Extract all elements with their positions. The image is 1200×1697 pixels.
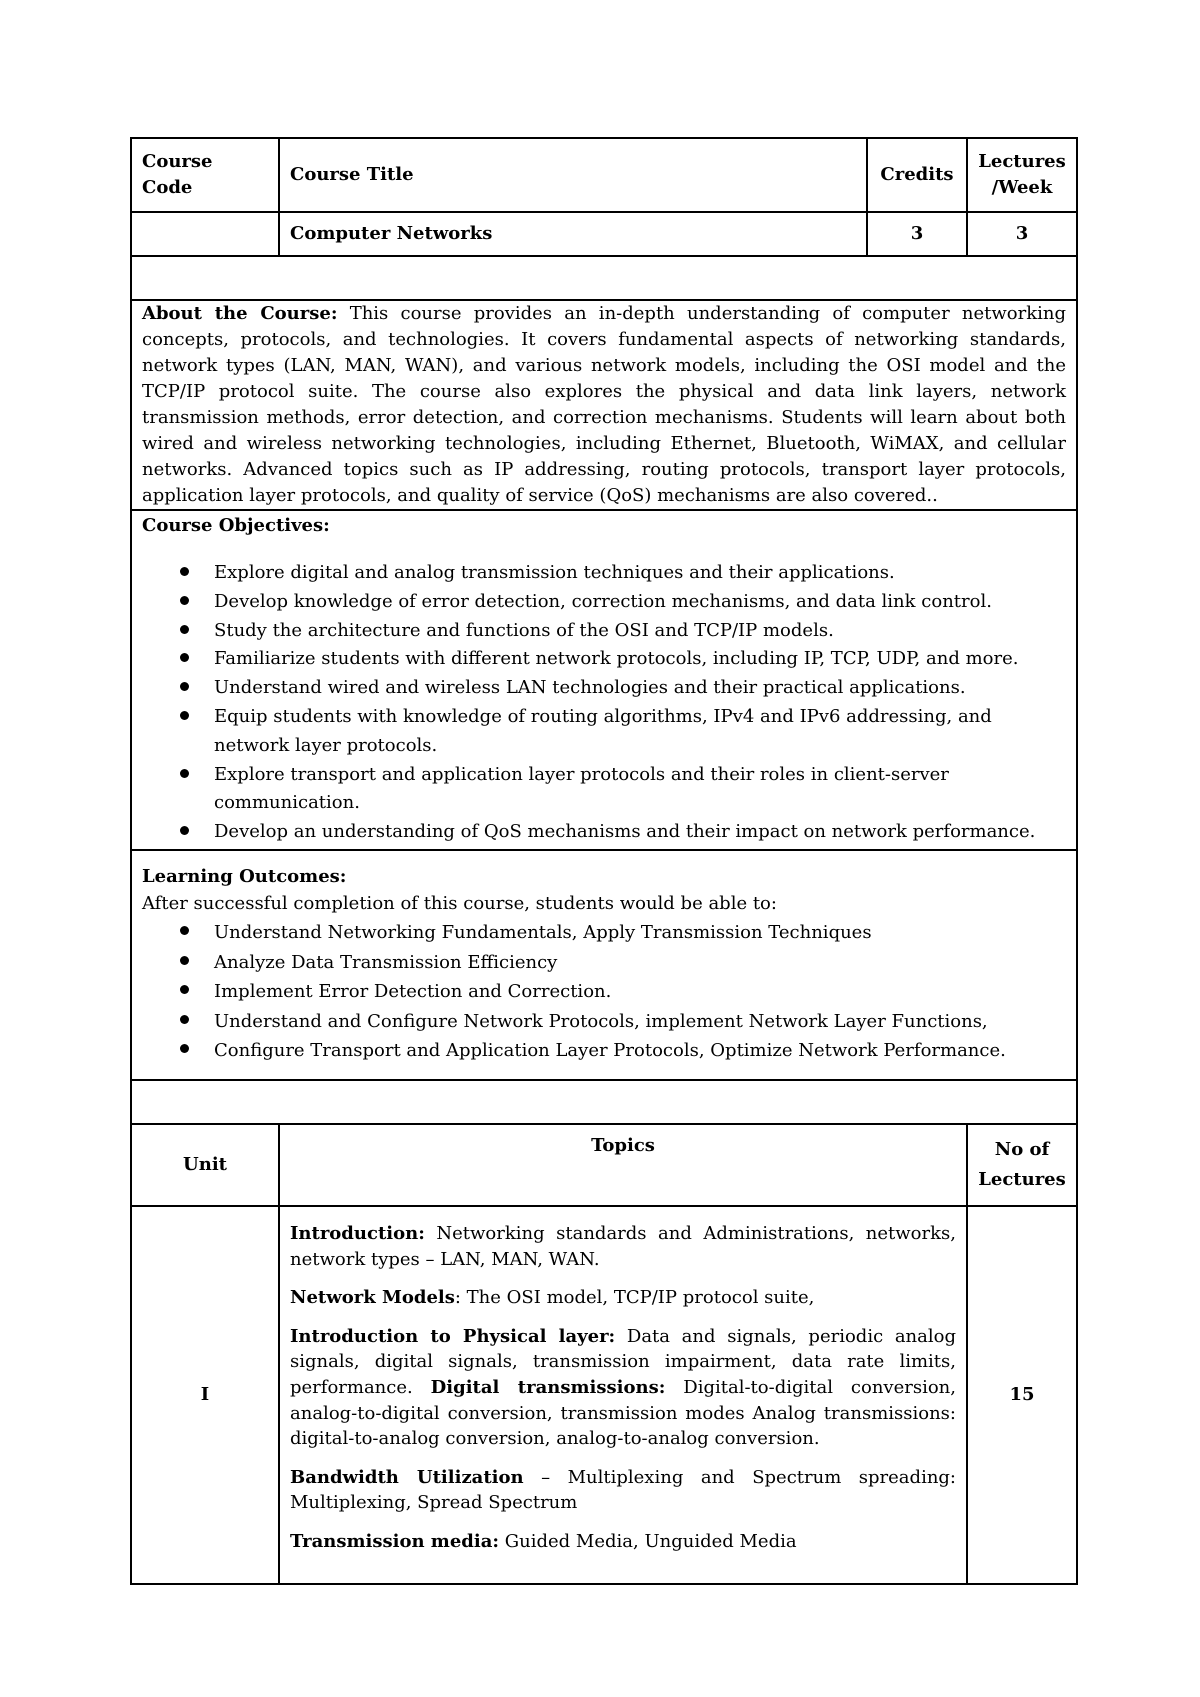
objectives-cell [131, 510, 1077, 850]
unit-lectures: 15 [967, 1206, 1077, 1584]
spacer-cell [131, 256, 1077, 300]
objective-text: Study the architecture and functions of the OSI and TCP/IP models. [214, 619, 834, 641]
header-course-code: Course Code [131, 138, 279, 212]
bullet-icon [180, 1044, 189, 1053]
outcome-text: Understand and Configure Network Protocols, implement Network Layer Functions, [214, 1010, 988, 1032]
header-lectures-week [967, 138, 1077, 212]
list-item [180, 948, 1066, 978]
lectures-header-line2: Lectures [978, 1169, 1066, 1190]
topic-paragraph [290, 1285, 956, 1311]
lectures-header-line1: No of [994, 1139, 1050, 1160]
topic-text: Guided Media, Unguided Media [499, 1530, 797, 1552]
list-item [180, 588, 1066, 617]
list-item [180, 977, 1066, 1007]
bullet-icon [180, 826, 189, 835]
bullet-icon [180, 985, 189, 994]
bullet-icon [180, 711, 189, 720]
header-row [131, 138, 1077, 212]
objectives-list [142, 559, 1066, 847]
list-item [180, 818, 1066, 847]
course-credits-value: 3 [867, 212, 967, 256]
course-table [130, 137, 1078, 1125]
outcome-text: Understand Networking Fundamentals, Apply Transmission Techniques [214, 922, 872, 944]
topic-label: Digital transmissions: [430, 1376, 666, 1398]
header-lectures-line2: /Week [991, 177, 1053, 198]
topic-text: Digital-to-digital conversion, analog-to-digital conversion, transmission modes Analog transmissions: digital-to-analog conversion, analog-to-analog conversion. [290, 1376, 956, 1450]
topic-text: – Multiplexing and Spectrum spreading: Multiplexing, Spread Spectrum [290, 1466, 956, 1514]
units-header-row [131, 1124, 1077, 1206]
spacer-row [131, 256, 1077, 300]
topic-label: Introduction to Physical layer: [290, 1325, 616, 1347]
list-item [180, 1007, 1066, 1037]
units-table [130, 1123, 1078, 1585]
unit-topics [279, 1206, 967, 1584]
topic-label: Introduction: [290, 1223, 425, 1244]
topic-text: Data and signals, periodic analog signals, digital signals, transmission impairment, data rate limits, performance. [290, 1325, 956, 1398]
outcomes-list [142, 918, 1066, 1066]
course-lectures-value: 3 [967, 212, 1077, 256]
objective-text: Familiarize students with different network protocols, including IP, TCP, UDP, and more. [214, 648, 1019, 670]
list-item [180, 559, 1066, 588]
bullet-icon [180, 625, 189, 634]
outcomes-intro: After successful completion of this course, students would be able to: [142, 893, 777, 915]
topic-paragraph [290, 1465, 956, 1516]
topic-text: Networking standards and Administrations, networks, network types – LAN, MAN, WAN. [290, 1223, 956, 1270]
objective-text: Develop knowledge of error detection, correction mechanisms, and data link control. [214, 590, 992, 612]
course-code-value [131, 212, 279, 256]
unit-header: Unit [131, 1124, 279, 1206]
bullet-icon [180, 653, 189, 662]
bullet-icon [180, 926, 189, 935]
spacer-row [131, 1080, 1077, 1124]
topic-label: Network Models [290, 1287, 455, 1309]
about-text: This course provides an in-depth understanding of computer networking concepts, protocols, and technologies. It covers fundamental aspects of networking standards, network types (LAN, MAN, WAN), and various network models, including the OSI model and the TCP/IP protocol suite. The course also explores the physical and data link layers, network transmission methods, error detection, and correction mechanisms. Students will learn about both wired and wireless networking technologies, including Ethernet, Bluetooth, WiMAX, and cellular networks. Advanced topics such as IP addressing, routing protocols, transport layer protocols, application layer protocols, and quality of service (QoS) mechanisms are also covered.. [142, 303, 1066, 506]
spacer-cell [131, 1080, 1077, 1124]
bullet-icon [180, 956, 189, 965]
list-item [180, 1036, 1066, 1066]
outcomes-title: Learning Outcomes: [142, 866, 347, 888]
list-item [180, 617, 1066, 646]
table-row [131, 1206, 1077, 1584]
course-row [131, 212, 1077, 256]
topic-text: : The OSI model, TCP/IP protocol suite, [454, 1287, 815, 1309]
list-item [180, 918, 1066, 948]
topic-paragraph [290, 1221, 956, 1272]
objective-text: Equip students with knowledge of routing algorithms, IPv4 and IPv6 addressing, and network layer protocols. [214, 706, 992, 756]
objective-text: Develop an understanding of QoS mechanisms and their impact on network performance. [214, 821, 1036, 843]
outcome-text: Analyze Data Transmission Efficiency [214, 951, 558, 973]
topic-paragraph [290, 1324, 956, 1452]
course-title-value: Computer Networks [279, 212, 867, 256]
topic-paragraph [290, 1529, 956, 1555]
header-lectures-line1: Lectures [978, 151, 1066, 172]
objectives-row [131, 510, 1077, 850]
topic-label: Transmission media: [290, 1530, 500, 1552]
list-item [180, 674, 1066, 703]
about-label: About the Course: [142, 303, 338, 324]
outcome-text: Implement Error Detection and Correction. [214, 981, 612, 1003]
about-cell [131, 300, 1077, 510]
objective-text: Explore transport and application layer protocols and their roles in client-server communication. [214, 763, 949, 814]
bullet-icon [180, 769, 189, 778]
outcomes-cell [131, 850, 1077, 1080]
objective-text: Explore digital and analog transmission techniques and their applications. [214, 562, 895, 584]
header-course-title: Course Title [279, 138, 867, 212]
list-item [180, 645, 1066, 674]
bullet-icon [180, 596, 189, 605]
list-item [180, 703, 1066, 761]
about-row [131, 300, 1077, 510]
bullet-icon [180, 682, 189, 691]
outcome-text: Configure Transport and Application Layer Protocols, Optimize Network Performance. [214, 1040, 1006, 1062]
objectives-title: Course Objectives: [142, 515, 330, 537]
outcomes-row [131, 850, 1077, 1080]
objective-text: Understand wired and wireless LAN technologies and their practical applications. [214, 677, 966, 699]
unit-number: I [131, 1206, 279, 1584]
header-credits: Credits [867, 138, 967, 212]
course-document [130, 137, 1076, 1585]
bullet-icon [180, 1015, 189, 1024]
topics-header: Topics [279, 1124, 967, 1206]
bullet-icon [180, 567, 189, 576]
lectures-header [967, 1124, 1077, 1206]
topic-label: Bandwidth Utilization [290, 1466, 524, 1488]
list-item [180, 761, 1066, 819]
